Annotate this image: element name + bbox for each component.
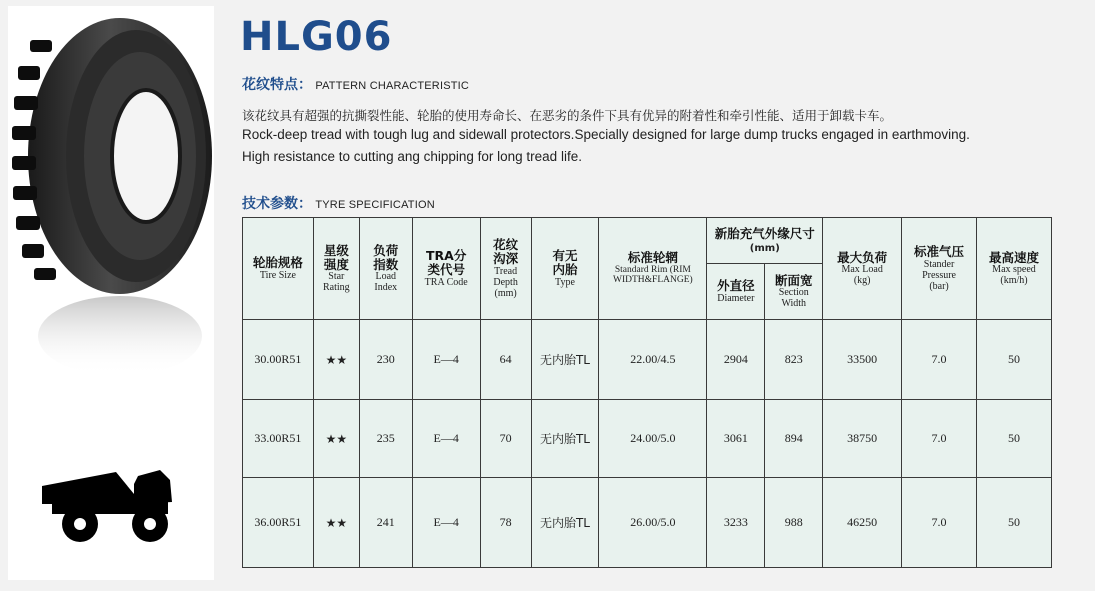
cell-tra: E—4 <box>412 320 480 400</box>
cell-speed: 50 <box>976 400 1051 478</box>
cell-size: 33.00R51 <box>243 400 314 478</box>
tire-image <box>8 6 214 406</box>
col-pressure: 标准气压 Stander Pressure (bar) <box>902 218 977 320</box>
col-rim: 标准轮辋 Standard Rim (RIM WIDTH&FLANGE) <box>599 218 707 320</box>
pattern-heading-cn: 花纹特点： <box>242 77 312 93</box>
cell-maxload: 46250 <box>823 478 902 568</box>
cell-pressure: 7.0 <box>902 320 977 400</box>
model-title: HLG06 <box>240 14 393 60</box>
cell-rim: 26.00/5.0 <box>599 478 707 568</box>
col-type: 有无内胎 Type <box>531 218 599 320</box>
col-dim: 新胎充气外缘尺寸 (mm) <box>707 218 823 264</box>
pattern-heading-en: PATTERN CHARACTERISTIC <box>315 80 470 92</box>
cell-load: 230 <box>359 320 412 400</box>
spec-heading <box>242 193 435 213</box>
cell-maxload: 38750 <box>823 400 902 478</box>
cell-type: 无内胎TL <box>531 478 599 568</box>
cell-load: 241 <box>359 478 412 568</box>
col-depth: 花纹沟深 Tread Depth (mm) <box>480 218 531 320</box>
col-speed: 最高速度 Max speed (km/h) <box>976 218 1051 320</box>
cell-depth: 78 <box>480 478 531 568</box>
cell-pressure: 7.0 <box>902 400 977 478</box>
cell-star: ★★ <box>313 320 359 400</box>
spec-heading-cn: 技术参数： <box>242 196 312 212</box>
cell-size: 30.00R51 <box>243 320 314 400</box>
col-size: 轮胎规格 Tire Size <box>243 218 314 320</box>
cell-speed: 50 <box>976 478 1051 568</box>
dump-truck-icon <box>38 464 178 544</box>
cell-tra: E—4 <box>412 478 480 568</box>
spec-table <box>242 217 1052 568</box>
cell-depth: 70 <box>480 400 531 478</box>
pattern-desc-en-1: Rock-deep tread with tough lug and sidewall protectors.Specially designed for large dump trucks engaged in earthmoving. <box>242 127 970 142</box>
cell-star: ★★ <box>313 478 359 568</box>
col-maxload: 最大负荷 Max Load (kg) <box>823 218 902 320</box>
col-tra: TRA分类代号 TRA Code <box>412 218 480 320</box>
table-row <box>243 320 1052 400</box>
col-load: 负荷指数 Load Index <box>359 218 412 320</box>
product-image-panel <box>8 6 214 580</box>
cell-sw: 988 <box>765 478 823 568</box>
cell-od: 3233 <box>707 478 765 568</box>
cell-sw: 823 <box>765 320 823 400</box>
pattern-desc-en-2: High resistance to cutting ang chipping for long tread life. <box>242 149 582 164</box>
table-row <box>243 400 1052 478</box>
cell-load: 235 <box>359 400 412 478</box>
cell-sw: 894 <box>765 400 823 478</box>
cell-star: ★★ <box>313 400 359 478</box>
cell-rim: 24.00/5.0 <box>599 400 707 478</box>
cell-type: 无内胎TL <box>531 400 599 478</box>
cell-pressure: 7.0 <box>902 478 977 568</box>
col-star: 星级强度 Star Rating <box>313 218 359 320</box>
pattern-heading <box>242 74 469 94</box>
col-od: 外直径 Diameter <box>707 264 765 320</box>
cell-depth: 64 <box>480 320 531 400</box>
cell-maxload: 33500 <box>823 320 902 400</box>
cell-size: 36.00R51 <box>243 478 314 568</box>
cell-od: 3061 <box>707 400 765 478</box>
cell-tra: E—4 <box>412 400 480 478</box>
cell-type: 无内胎TL <box>531 320 599 400</box>
col-sw: 断面宽 Section Width <box>765 264 823 320</box>
header-row-1 <box>243 218 1052 264</box>
spec-heading-en: TYRE SPECIFICATION <box>315 199 435 211</box>
pattern-desc-cn: 该花纹具有超强的抗撕裂性能、轮胎的使用寿命长、在恶劣的条件下具有优异的附着性和牵引性能、适用于卸载卡车。 <box>242 108 893 123</box>
cell-rim: 22.00/4.5 <box>599 320 707 400</box>
table-row <box>243 478 1052 568</box>
cell-speed: 50 <box>976 320 1051 400</box>
cell-od: 2904 <box>707 320 765 400</box>
